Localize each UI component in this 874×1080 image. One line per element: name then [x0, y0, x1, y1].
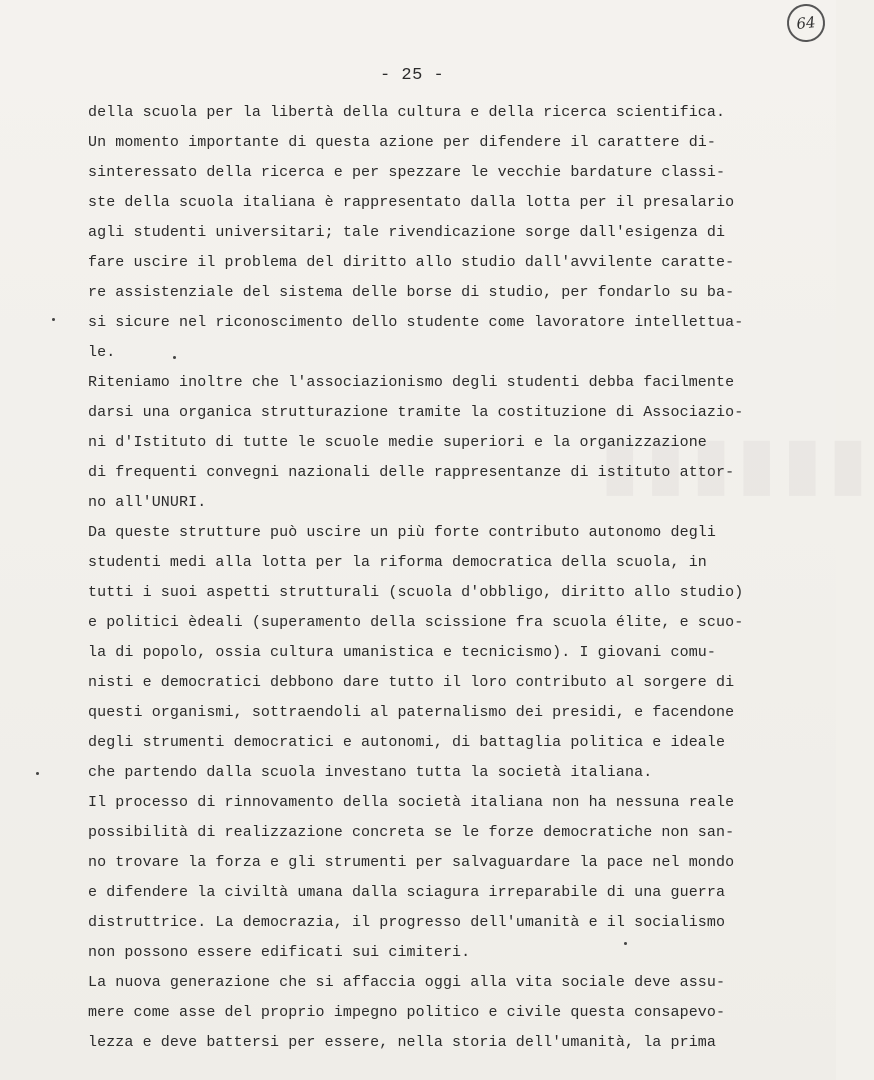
- paper-speck: [36, 772, 39, 775]
- text-line: e politici èdeali (superamento della scissione fra scuola élite, e scuo-: [88, 614, 744, 631]
- text-line: Un momento importante di questa azione per difendere il carattere di-: [88, 134, 717, 151]
- text-line: sinteressato della ricerca e per spezzare le vecchie bardature classi-: [88, 164, 726, 181]
- text-line: agli studenti universitari; tale rivendicazione sorge dall'esigenza di: [88, 224, 726, 241]
- text-line: ste della scuola italiana è rappresentato dalla lotta per il presalario: [88, 194, 735, 211]
- text-line: di frequenti convegni nazionali delle rappresentanze di istituto attor-: [88, 464, 735, 481]
- paper-speck: [52, 318, 55, 321]
- text-line: degli strumenti democratici e autonomi, di battaglia politica e ideale: [88, 734, 726, 751]
- folio-number: 64: [785, 2, 827, 44]
- paper-speck: [624, 942, 627, 945]
- paper-speck: [173, 356, 176, 359]
- text-line: lezza e deve battersi per essere, nella storia dell'umanità, la prima: [88, 1034, 717, 1051]
- text-line: la di popolo, ossia cultura umanistica e tecnicismo). I giovani comu-: [88, 644, 717, 661]
- text-line: Il processo di rinnovamento della società italiana non ha nessuna reale: [88, 794, 735, 811]
- text-line: mere come asse del proprio impegno politico e civile questa consapevo-: [88, 1004, 726, 1021]
- text-line: no trovare la forza e gli strumenti per salvaguardare la pace nel mondo: [88, 854, 735, 871]
- text-line: della scuola per la libertà della cultura e della ricerca scientifica.: [88, 104, 726, 121]
- text-line: possibilità di realizzazione concreta se le forze democratiche non san-: [88, 824, 735, 841]
- text-line: e difendere la civiltà umana dalla sciagura irreparabile di una guerra: [88, 884, 726, 901]
- text-line: le.: [88, 344, 116, 361]
- text-line: non possono essere edificati sui cimiteri.: [88, 944, 471, 961]
- bleed-through-shadow: ▮▮▮▮▮▮: [600, 420, 874, 504]
- text-line: distruttrice. La democrazia, il progresso dell'umanità e il socialismo: [88, 914, 726, 931]
- text-line: La nuova generazione che si affaccia oggi alla vita sociale deve assu-: [88, 974, 726, 991]
- text-line: re assistenziale del sistema delle borse di studio, per fondarlo su ba-: [88, 284, 735, 301]
- text-line: tutti i suoi aspetti strutturali (scuola d'obbligo, diritto allo studio): [88, 584, 744, 601]
- text-line: che partendo dalla scuola investano tutta la società italiana.: [88, 764, 653, 781]
- text-line: Da queste strutture può uscire un più forte contributo autonomo degli: [88, 524, 717, 541]
- text-line: si sicure nel riconoscimento dello studente come lavoratore intellettua-: [88, 314, 744, 331]
- text-line: questi organismi, sottraendoli al paternalismo dei presidi, e facendone: [88, 704, 735, 721]
- text-line: fare uscire il problema del diritto allo studio dall'avvilente caratte-: [88, 254, 735, 271]
- text-line: studenti medi alla lotta per la riforma democratica della scuola, in: [88, 554, 707, 571]
- text-line: ni d'Istituto di tutte le scuole medie superiori e la organizzazione: [88, 434, 707, 451]
- text-line: nisti e democratici debbono dare tutto il loro contributo al sorgere di: [88, 674, 735, 691]
- page-number: - 25 -: [380, 66, 445, 85]
- typed-body-text: [88, 98, 788, 1058]
- text-line: Riteniamo inoltre che l'associazionismo degli studenti debba facilmente: [88, 374, 735, 391]
- text-line: darsi una organica strutturazione tramite la costituzione di Associazio-: [88, 404, 744, 421]
- text-line: no all'UNURI.: [88, 494, 207, 511]
